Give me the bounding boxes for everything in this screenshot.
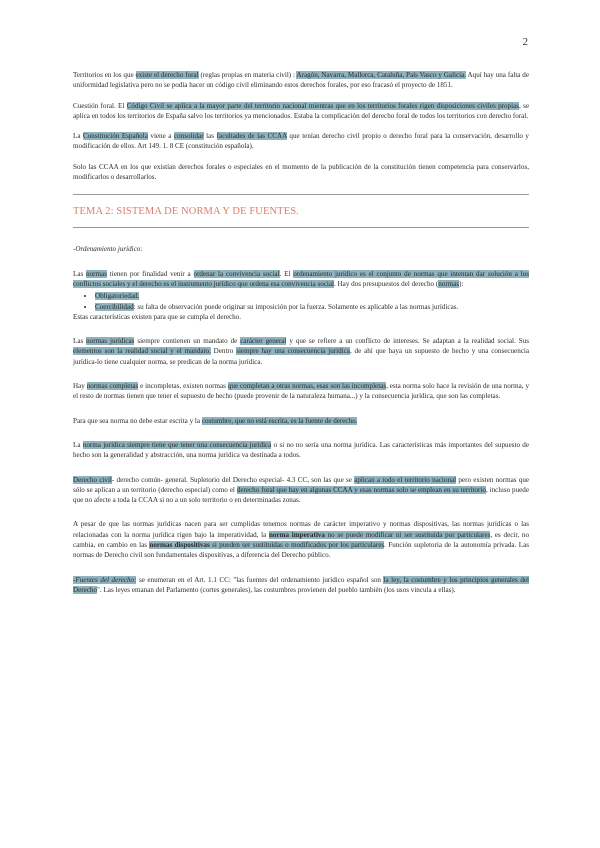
highlight: si pueden ser sustituidas o modificados por los particulares	[209, 541, 385, 550]
highlight: costumbre, que no está escrita, es la fuente de derecho.	[201, 416, 358, 425]
list-item	[95, 291, 529, 301]
paragraph-foral-question: Cuestión foral. El Código Civil se aplica a la mayor parte del territorio nacional mientras que en los territorios forales rigen disposiciones civiles propias, se aplica en todos los territorios de España salvo los territorios ya mencionados. Estaba la complicación del derecho foral de todos los territorios con derecho foral.	[73, 101, 529, 120]
section-heading: TEMA 2: SISTEMA DE NORMA Y DE FUENTES.	[73, 206, 299, 218]
page-number: 2	[522, 36, 528, 48]
paragraph-imperativas: A pesar de que las normas jurídicas nacen para ser cumplidas tenemos normas de carácter imperativo y normas dispositivas, las normas jurídicas o las relacionadas con la norma jurídica rigen bajo la imperatividad, la norma imperativa no se puede modificar ni ser sustituida por particulares, es decir, no cambia, en cambio en las normas dispositivas si pueden ser sustituidas o modificados por los particulares. Función supletoria de la autonomía privada. Las normas de Derecho civil son fundamentales dispositivas, a diferencia del Derecho público.	[73, 520, 530, 560]
highlight: facultades de las CCAA	[216, 132, 287, 141]
highlight: ordenamiento jurídico es el conjunto de normas que intentan dar solución a los conflictos sociales y el derecho es el instrumento jurídico que ordena esa convivencia social	[73, 269, 529, 288]
presupuestos-list	[73, 291, 529, 312]
highlight: normas	[86, 269, 107, 278]
paragraph-normas-juridicas: Las normas jurídicas siempre contienen un mandato de carácter general y que se refiere a un conflicto de intereses. Se adaptan a la realidad social. Sus elementos son la realidad social y el mandato. Dentro siempre hay una consecuencia jurídica, de ahí que haya un supuesto de hecho y una consecuencia jurídica-lo tiene cualquier norma, se predican de la norma jurídica.	[73, 337, 530, 366]
highlight: normas dispositivas	[149, 541, 210, 550]
highlight: aplican a todo el territorio nacional	[354, 475, 457, 484]
highlight: normas completas	[86, 382, 139, 391]
paragraph-ccaa: Solo las CCAA en los que existían derechos forales o especiales en el momento de la publicación de la constitución tienen competencia para conservarlos, modificarlos o desarrollarlos.	[73, 162, 529, 182]
highlight: normas jurídicas	[86, 337, 135, 346]
paragraph-caracteristicas: Estas características existen para que se cumpla el derecho.	[73, 312, 242, 321]
highlight: que completan a otras normas, esas son las incompletas	[227, 382, 387, 391]
paragraph-consecuencia: La norma jurídica siempre tiene que tener una consecuencia jurídica o si no no sería una norma jurídica. Las características más importantes del supuesto de hecho son la generalidad y abstracción, una norma jurídica va destinada a todos.	[73, 440, 529, 460]
highlight: norma jurídica siempre tiene que tener una consecuencia jurídica	[82, 440, 272, 449]
divider-top	[73, 194, 529, 195]
highlight: existe el derecho foral	[135, 71, 199, 79]
highlight: derecho foral que hay en algunas CCAA y esas normas solo se emplean en su territorio	[236, 485, 486, 494]
highlight: Constitución Española	[83, 132, 148, 141]
document-body	[73, 70, 529, 605]
paragraph-foral-territories: Territorios en los que existe el derecho foral (reglas propias en materia civil) : Aragón, Navarra, Mallorca, Cataluña, País Vasco y Galicia. Aquí hay una falta de uniformidad legislativa pero no se podía hacer un código civil eliminando estos derechos forales, por eso fracasó el proyecto de 1851.	[73, 71, 529, 90]
highlight: no se puede modificar ni ser sustituida por particulares	[324, 530, 491, 539]
highlight: Derecho civil	[73, 475, 112, 484]
highlight: consolidar	[174, 132, 204, 141]
highlight: -Fuentes del derecho:	[73, 575, 137, 584]
highlight: Obligatoriedad.	[95, 292, 140, 301]
highlight: carácter general	[240, 337, 287, 346]
highlight: elementos son la realidad social y el mandato.	[73, 347, 211, 356]
subheading-ordenamiento: -Ordenamiento jurídico:	[73, 245, 143, 254]
paragraph-derecho-civil: Derecho civil- derecho común- general. Supletorio del Derecho especial- 4.3 CC, son las que se aplican a todo el territorio nacional pero existen normas que sólo se aplican a un territorio (derecho especial) como el derecho foral que hay en algunas CCAA y esas normas solo se emplean en su territorio, incluso puede que no afecte a toda la CCAA si no a un solo territorio o en determinadas zonas.	[73, 475, 530, 505]
highlight: Coercibilidad	[95, 302, 134, 311]
highlight: Aragón, Navarra, Mallorca, Cataluña, País Vasco y Galicia.	[296, 71, 467, 79]
divider-bottom	[73, 227, 529, 228]
highlight: Código Civil se aplica a la mayor parte del territorio nacional mientras que en los territorios forales rigen disposiciones civiles propias	[126, 101, 519, 110]
highlight: norma imperativa	[268, 530, 325, 539]
highlight: siempre hay una consecuencia jurídica	[236, 347, 350, 356]
paragraph-fuentes: -Fuentes del derecho: se enumeran en el Art. 1.1 CC: "las fuentes del ordenamiento jurídico español son la ley, la costumbre y los principios generales del Derecho". Las leyes emanan del Parlamento (cortes generales), las costumbres provienen del pueblo también (los usos vincula a ellas).	[73, 575, 529, 594]
paragraph-completas: Hay normas completas e incompletas, existen normas que completan a otras normas, esas son las incompletas, esta norma solo hace la revisión de una norma, y el resto de normas tienen que tener el supuesto de hecho (puede provenir de la naturaleza humana...) y la consecuencia jurídica, que son las completas.	[73, 382, 529, 401]
highlight: ordenar la convivencia social	[193, 269, 280, 278]
paragraph-costumbre: Para que sea norma no debe estar escrita y la costumbre, que no está escrita, es la fuente de derecho.	[73, 416, 358, 425]
highlight: normas	[438, 279, 460, 288]
list-item: • Coercibilidad: su falta de observación puede originar su imposición por la fuerza. Solamente es aplicable a las normas jurídicas.	[95, 302, 529, 312]
paragraph-constitution: La Constitución Española viene a consolidar las facultades de las CCAA que tenían derecho civil propio o derecho foral para la conservación, desarrollo y modificación de ellos. Art 149. 1. 8 CE (constitución española).	[73, 132, 529, 151]
highlight: la ley, la costumbre y los principios generales del Derecho	[73, 575, 529, 594]
paragraph-normas: Las normas tienen por finalidad venir a ordenar la convivencia social. El ordenamiento jurídico es el conjunto de normas que intentan dar solución a los conflictos sociales y el derecho es el instrumento jurídico que ordena esa convivencia social. Hay dos presupuestos del derecho (normas):	[73, 269, 529, 288]
